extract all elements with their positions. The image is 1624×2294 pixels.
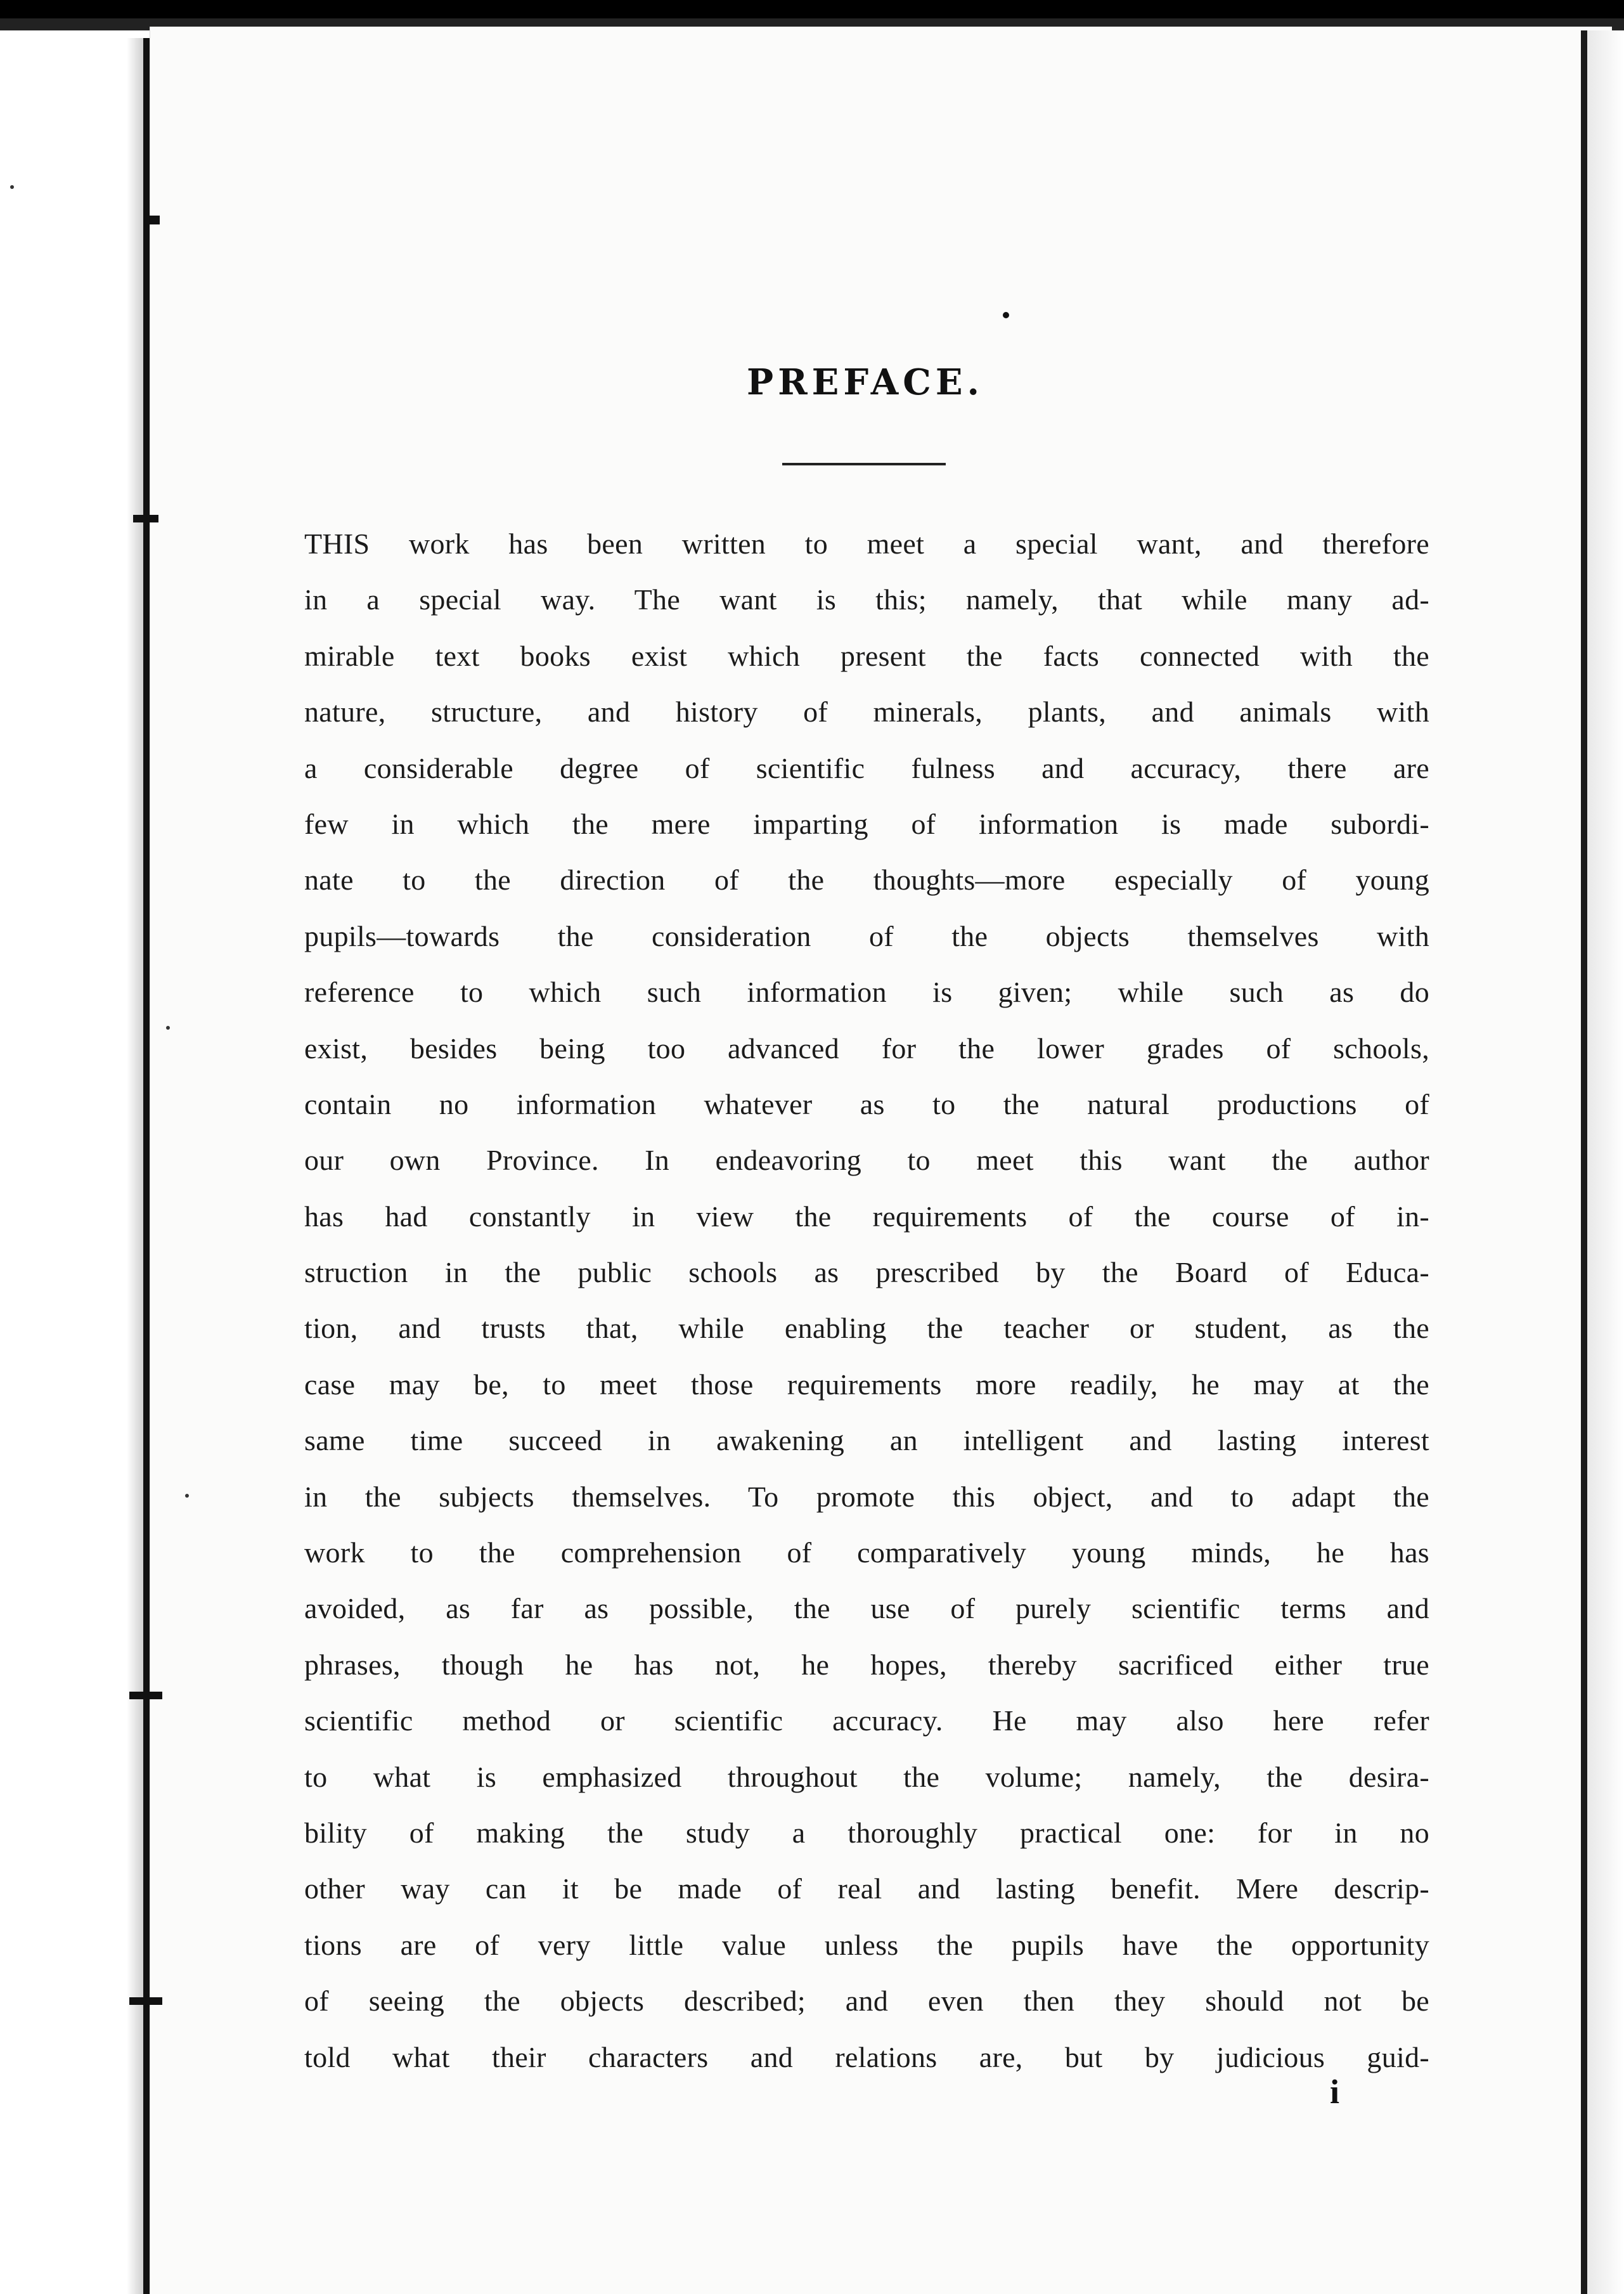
margin-speck xyxy=(10,185,14,189)
text-line: struction in the public schools as prescribed by the Board of Educa- xyxy=(304,1256,1429,1289)
text-line: few in which the mere imparting of information is made subordi- xyxy=(304,807,1429,840)
text-line: our own Province. In endeavoring to meet this want the author xyxy=(304,1144,1429,1177)
text-line: THIS work has been written to meet a special want, and therefore xyxy=(304,528,1429,560)
text-line: reference to which such information is given; while such as do xyxy=(304,976,1429,1009)
text-line: nate to the direction of the thoughts—more especially of young xyxy=(304,864,1429,897)
text-line: exist, besides being too advanced for the lower grades of schools, xyxy=(304,1032,1429,1065)
title-rule xyxy=(782,463,946,465)
text-line: contain no information whatever as to the natural productions of xyxy=(304,1087,1429,1120)
text-line: bility of making the study a thoroughly practical one: for in no xyxy=(304,1816,1429,1849)
text-line: scientific method or scientific accuracy. He may also here refer xyxy=(304,1704,1429,1737)
text-line: tions are of very little value unless the pupils have the opportunity xyxy=(304,1928,1429,1961)
text-line: in a special way. The want is this; namely, that while many ad- xyxy=(304,583,1429,616)
text-line: nature, structure, and history of minerals, plants, and animals with xyxy=(304,696,1429,729)
page-right-margin xyxy=(1587,30,1624,2294)
binding-stitch-mark xyxy=(133,515,158,522)
text-line: mirable text books exist which present the facts connected with the xyxy=(304,639,1429,672)
preface-body xyxy=(304,516,1429,2085)
scan-top-edge xyxy=(0,0,1624,30)
binding-stitch-mark xyxy=(129,1692,162,1699)
text-line: told what their characters and relations are, but by judicious guid- xyxy=(304,2040,1429,2073)
margin-speck xyxy=(185,1494,189,1498)
ink-dot xyxy=(1003,312,1009,318)
binding-shadow xyxy=(127,38,143,2294)
page-right-edge xyxy=(1581,30,1587,2294)
text-line: work to the comprehension of comparatively young minds, he has xyxy=(304,1536,1429,1569)
text-line: of seeing the objects described; and even then they should not be xyxy=(304,1985,1429,2018)
page-number: i xyxy=(1330,2073,1340,2111)
binding-stitch-mark xyxy=(129,1997,162,2005)
text-line: phrases, though he has not, he hopes, thereby sacrificed either true xyxy=(304,1648,1429,1681)
text-line: has had constantly in view the requirements of the course of in- xyxy=(304,1200,1429,1233)
text-line: in the subjects themselves. To promote this object, and to adapt the xyxy=(304,1480,1429,1513)
book-binding-edge xyxy=(143,38,150,2294)
text-line: case may be, to meet those requirements more readily, he may at the xyxy=(304,1368,1429,1401)
text-line: other way can it be made of real and lasting benefit. Mere descrip- xyxy=(304,1872,1429,1905)
margin-speck xyxy=(166,1026,170,1030)
text-line: a considerable degree of scientific fulness and accuracy, there are xyxy=(304,751,1429,784)
page-title: PREFACE. xyxy=(746,361,984,403)
binding-stitch-mark xyxy=(150,216,160,224)
text-line: tion, and trusts that, while enabling the teacher or student, as the xyxy=(304,1312,1429,1345)
text-line: to what is emphasized throughout the volume; namely, the desira- xyxy=(304,1760,1429,1793)
text-line: avoided, as far as possible, the use of purely scientific terms and xyxy=(304,1592,1429,1625)
text-line: pupils—towards the consideration of the objects themselves with xyxy=(304,919,1429,952)
text-line: same time succeed in awakening an intelligent and lasting interest xyxy=(304,1424,1429,1457)
